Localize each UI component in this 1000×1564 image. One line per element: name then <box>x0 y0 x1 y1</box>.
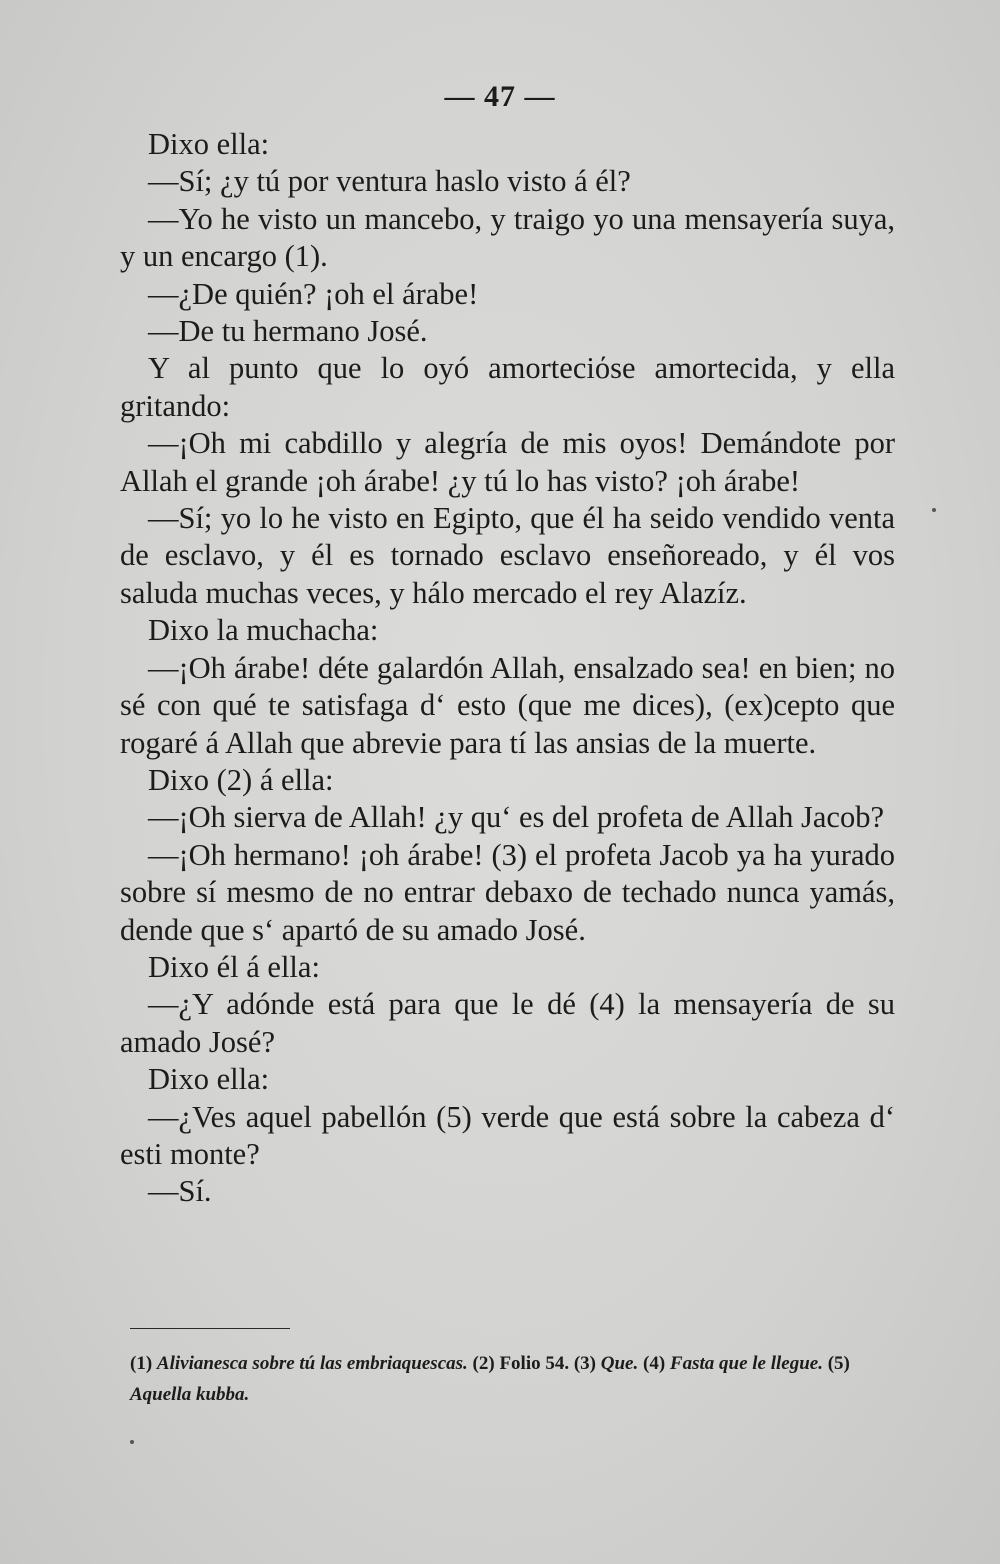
footnote-text: Que. <box>600 1353 639 1374</box>
paragraph: —¡Oh mi cabdillo y alegría de mis oyos! Demándote por Allah el grande ¡oh árabe! ¿y tú lo has visto? ¡oh árabe! <box>120 426 895 498</box>
paragraph: Dixo ella: <box>148 127 270 161</box>
footnotes <box>130 1348 905 1410</box>
ink-speck <box>932 508 936 512</box>
ink-speck <box>130 1440 134 1444</box>
footnote-marker: (5) <box>827 1353 850 1374</box>
paragraph: Dixo (2) á ella: <box>148 762 334 797</box>
footnote-text: Aquella kubba. <box>130 1384 250 1405</box>
paragraph: —Sí; ¿y tú por ventura haslo visto á él? <box>148 164 631 199</box>
paragraph: Dixo ella: <box>148 1062 270 1097</box>
footnote-marker: (1) <box>130 1353 153 1374</box>
footnote-separator <box>130 1328 290 1329</box>
paragraph: —Yo he visto un mancebo, y traigo yo una mensayería suya, y un encargo (1). <box>120 201 895 274</box>
footnote-text: Folio 54. <box>499 1353 570 1374</box>
paragraph: —¡Oh hermano! ¡oh árabe! (3) el profeta Jacob ya ha yurado sobre sí mesmo de no entrar debaxo de techado nunca yamás, dende que s‘ apartó de su amado José. <box>120 837 895 947</box>
paragraph: —¡Oh sierva de Allah! ¿y qu‘ es del profeta de Allah Jacob? <box>148 800 884 835</box>
paragraph: —¿Ves aquel pabellón (5) verde que está sobre la cabeza d‘ esti monte? <box>120 1099 895 1171</box>
paragraph: Dixo él á ella: <box>148 949 320 984</box>
footnote-marker: (3) <box>573 1353 597 1374</box>
paragraph: Y al punto que lo oyó amorteciόse amortecida, y ella gritando: <box>120 351 895 423</box>
page-number: — 47 — <box>444 80 556 113</box>
footnote-marker: (4) <box>643 1353 666 1374</box>
paragraph: —¿De quién? ¡oh el árabe! <box>148 276 479 311</box>
body-text <box>120 126 895 1211</box>
footnote-text: Alivianesca sobre tú las embriaquescas. <box>156 1353 468 1374</box>
footnote-marker: (2) <box>472 1353 495 1374</box>
paragraph: —¡Oh árabe! déte galardón Allah, ensalzado sea! en bien; no sé con qué te satisfaga d‘ esto (que me dices), (ex)cepto que rogaré á Allah que abrevie para tí las ansias de la muerte. <box>120 650 895 760</box>
footnote-text: Fasta que le llegue. <box>669 1353 823 1374</box>
paragraph: —Sí. <box>148 1174 212 1209</box>
paragraph: —Sí; yo lo he visto en Egipto, que él ha seido vendido venta de esclavo, y él es tornado esclavo enseñoreado, y él vos saluda muchas veces, y hálo mercado el rey Alazíz. <box>120 501 895 610</box>
paragraph: —De tu hermano José. <box>148 314 428 349</box>
paragraph: Dixo la muchacha: <box>148 613 379 648</box>
paragraph: —¿Y adónde está para que le dé (4) la mensayería de su amado José? <box>120 987 895 1059</box>
